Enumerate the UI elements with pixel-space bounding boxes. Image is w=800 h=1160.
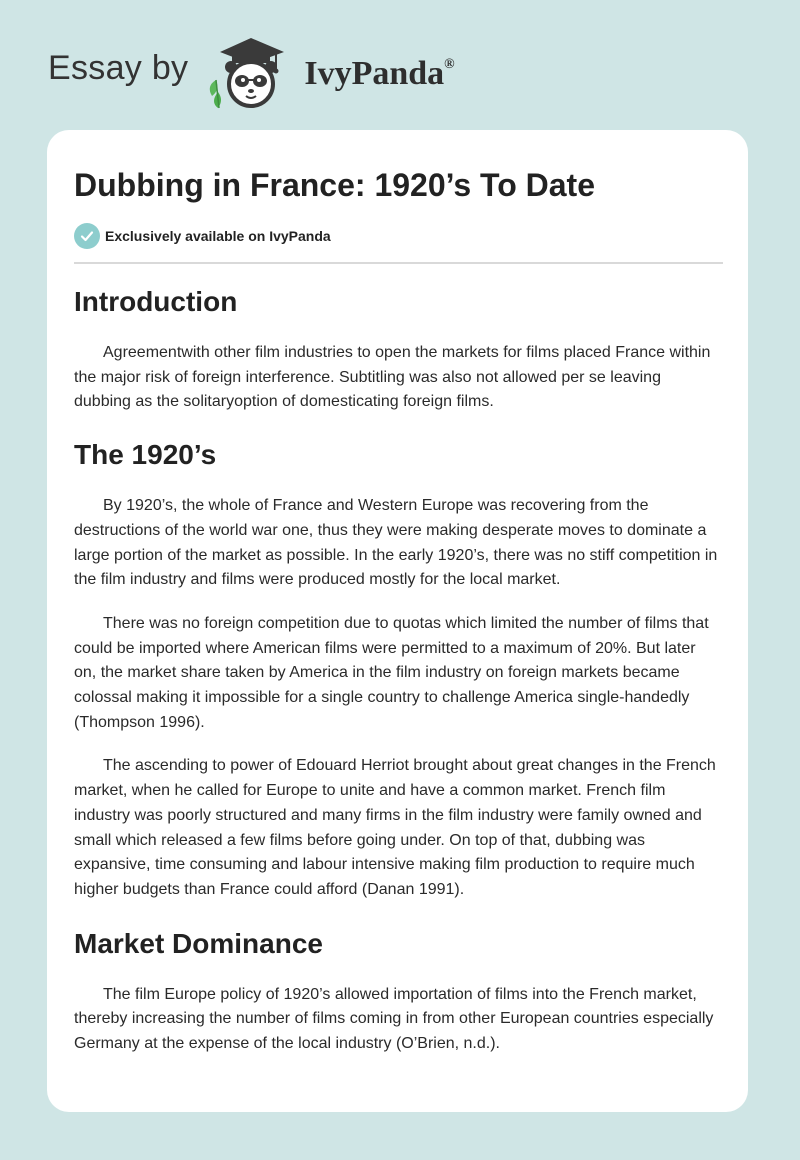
section-heading: The 1920’s [74, 439, 217, 471]
essay-title: Dubbing in France: 1920’s To Date [74, 167, 595, 203]
section-market-dominance [74, 927, 721, 1057]
brand-name [304, 55, 454, 93]
brand-header [48, 34, 455, 110]
brand-prefix: Essay by [48, 48, 189, 87]
registered-mark: ® [444, 57, 455, 72]
check-icon [74, 223, 100, 249]
section-the-1920s [74, 438, 721, 903]
paragraph: By 1920’s, the whole of France and Western Europe was recovering from the destructions of the world war one, thus they were making desperate moves to dominate a large portion of the market as possible. In the early 1920’s, there was no stiff competition in the film industry and films were produced mostly for the local market. [74, 497, 718, 589]
paragraph: There was no foreign competition due to quotas which limited the number of films that could be imported where American films were permitted to a maximum of 20%. But later on, the market share taken by America in the film industry on foreign markets became colossal making it impossible for a single country to challenge America single-handedly (Thompson 1996). [74, 614, 709, 731]
panda-logo-icon [202, 34, 300, 110]
section-heading: Introduction [74, 286, 238, 317]
paragraph: Agreementwith other film industries to open the markets for films placed France within the major risk of foreign interference. Subtitling was also not allowed per se leaving dubbing as the solitaryoption of domesticating foreign films. [74, 344, 711, 411]
section-heading: Market Dominance [74, 927, 323, 959]
section-introduction [74, 285, 721, 415]
exclusive-badge [74, 222, 721, 250]
paragraph: The ascending to power of Edouard Herriot brought about great changes in the French market, when he called for Europe to unite and have a common market. French film industry was poorly structured and many firms in the film industry were family owned and small which released a few films before going under. On top of that, dubbing was expansive, time consuming and labour intensive making film production to require much higher budgets than France could afford (Danan 1991). [74, 757, 716, 898]
title-divider [74, 262, 723, 264]
paragraph: The film Europe policy of 1920’s allowed importation of films into the French market, thereby increasing the number of films coming in from other European countries especially Germany at the expense of the local industry (O’Brien, n.d.). [74, 985, 714, 1053]
exclusive-badge-text: Exclusively available on IvyPanda [105, 228, 331, 244]
brand-name-text: IvyPanda [304, 55, 445, 92]
essay-card [47, 130, 748, 1112]
